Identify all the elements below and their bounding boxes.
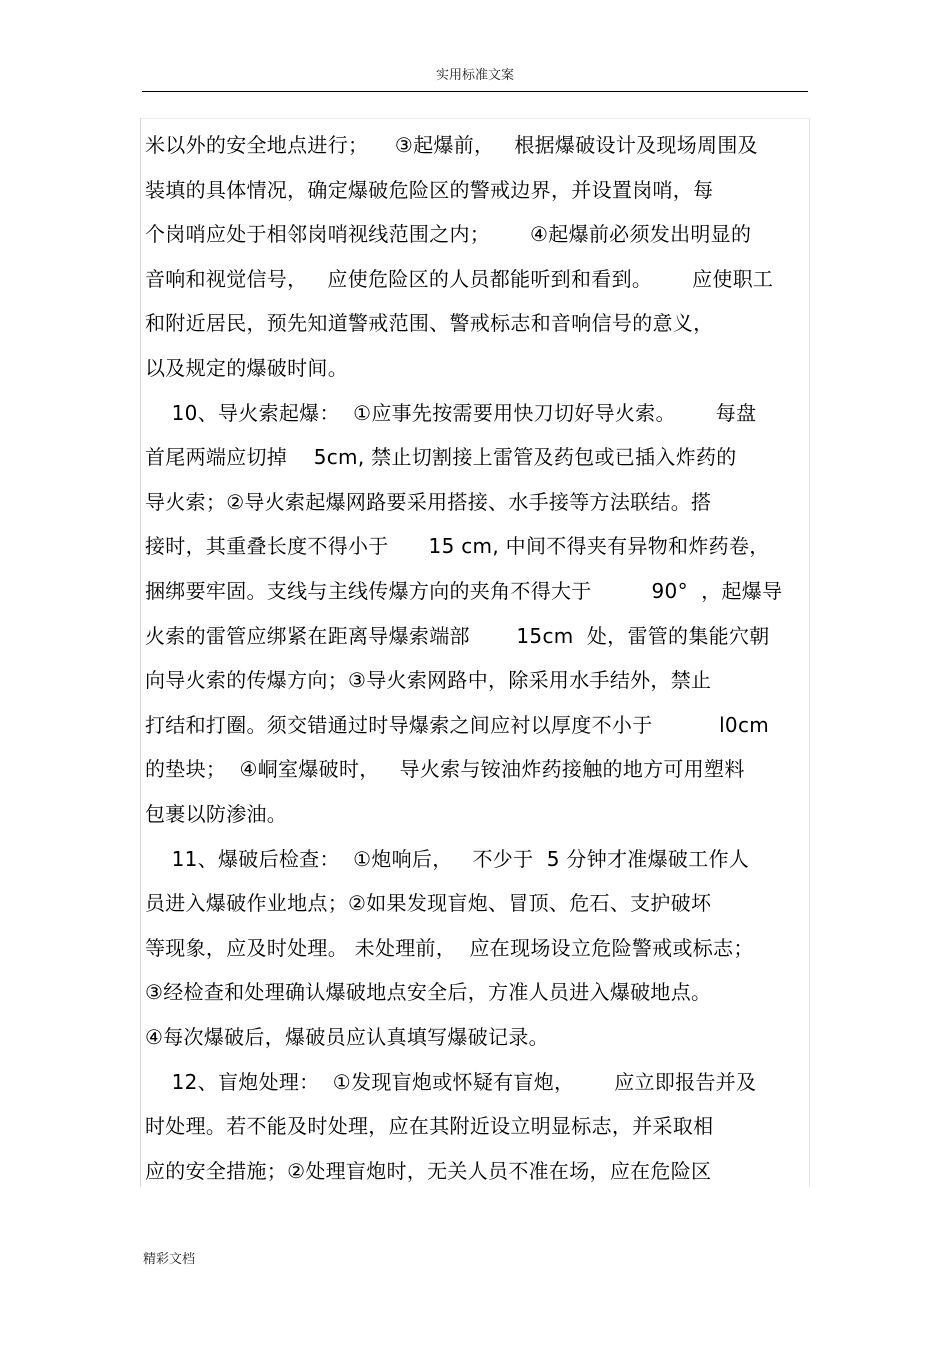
text-line: 音响和视觉信号， 应使危险区的人员都能听到和看到。 应使职工 <box>145 267 774 291</box>
text-line: 导火索；②导火索起爆网路要采用搭接、水手接等方法联结。搭 <box>145 490 712 514</box>
text-line: 员进入爆破作业地点；②如果发现盲炮、冒顶、危石、支护破坏 <box>145 891 712 915</box>
text-line: 等现象，应及时处理。 未处理前， 应在现场设立危险警戒或标志； <box>145 936 754 960</box>
text-line: 以及规定的爆破时间。 <box>145 356 348 380</box>
text-line: 10、导火索起爆： ①应事先按需要用快刀切好导火索。 每盘 <box>145 401 757 425</box>
text-line: 米以外的安全地点进行； ③起爆前， 根据爆破设计及现场周围及 <box>145 133 758 157</box>
page-header: 实用标准文案 <box>435 68 514 83</box>
text-line: 应的安全措施；②处理盲炮时，无关人员不准在场，应在危险区 <box>145 1159 712 1183</box>
header-divider <box>142 91 808 92</box>
text-line: 和附近居民，预先知道警戒范围、警戒标志和音响信号的意义， <box>145 311 714 335</box>
text-line: ④每次爆破后，爆破员应认真填写爆破记录。 <box>145 1025 549 1049</box>
text-line: 12、盲炮处理： ①发现盲炮或怀疑有盲炮， 应立即报告并及 <box>145 1070 757 1094</box>
text-line: 向导火索的传爆方向；③导火索网路中，除采用水手结外，禁止 <box>145 668 712 692</box>
text-line: ③经检查和处理确认爆破地点安全后，方准人员进入爆破地点。 <box>145 980 712 1004</box>
text-line: 捆绑要牢固。支线与主线传爆方向的夹角不得大于 90° ，起爆导 <box>145 579 783 603</box>
text-line: 包裹以防渗油。 <box>145 802 288 826</box>
text-line: 的垫块； ④峒室爆破时， 导火索与铵油炸药接触的地方可用塑料 <box>145 757 745 781</box>
text-line: 火索的雷管应绑紧在距离导爆索端部 15cm 处，雷管的集能穴朝 <box>145 624 770 648</box>
text-line: 装填的具体情况，确定爆破危险区的警戒边界，并设置岗哨，每 <box>145 178 714 202</box>
text-line: 个岗哨应处于相邻岗哨视线范围之内； ④起爆前必须发出明显的 <box>145 222 752 246</box>
text-line: 时处理。若不能及时处理，应在其附近设立明显标志，并采取相 <box>145 1114 714 1138</box>
text-line: 接时，其重叠长度不得小于 15 cm, 中间不得夹有异物和炸药卷， <box>145 534 770 558</box>
page-footer: 精彩文档 <box>143 1252 196 1267</box>
text-line: 11、爆破后检查： ①炮响后， 不少于 5 分钟才准爆破工作人 <box>145 847 750 871</box>
text-line: 打结和打圈。须交错通过时导爆索之间应衬以厚度不小于 l0cm <box>145 713 770 737</box>
text-line: 首尾两端应切掉 5cm, 禁止切割接上雷管及药包或已插入炸药的 <box>145 445 737 469</box>
